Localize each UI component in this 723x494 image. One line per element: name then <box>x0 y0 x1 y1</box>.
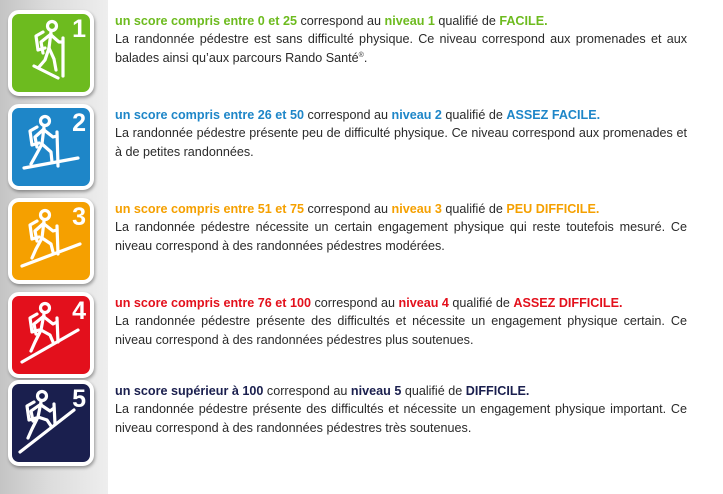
level-1-connector: correspond au <box>296 14 385 28</box>
level-3-badge <box>8 198 94 284</box>
level-4-level-label: niveau 4 <box>398 296 449 310</box>
level-2-level-label: niveau 2 <box>391 108 442 122</box>
level-4-connector: correspond au <box>311 296 399 310</box>
level-1-connector-2: qualifié de <box>434 14 500 28</box>
level-2-description: La randonnée pédestre présente peu de difficulté physique. Ce niveau correspond aux promenades et à de petites randonnées. <box>115 126 687 159</box>
level-3-text <box>115 200 687 255</box>
level-3-row <box>0 198 723 288</box>
level-5-number: 5 <box>72 385 86 413</box>
level-1-number: 1 <box>72 15 86 43</box>
level-4-headline <box>115 294 687 312</box>
level-5-text <box>115 382 687 437</box>
level-5-score-range: un score supérieur à 100 <box>115 384 264 398</box>
level-1-level-label: niveau 1 <box>384 14 435 28</box>
level-3-connector: correspond au <box>304 202 392 216</box>
level-2-text <box>115 106 687 161</box>
level-4-badge <box>8 292 94 378</box>
level-3-difficulty: PEU DIFFICILE. <box>506 202 600 216</box>
level-2-connector: correspond au <box>304 108 392 122</box>
level-1-description-text: La randonnée pédestre est sans difficulté physique. Ce niveau correspond aux promenades et aux balades ainsi qu’aux parcours Rando Santé <box>115 32 687 65</box>
level-4-row <box>0 292 723 382</box>
level-1-description <box>115 30 687 67</box>
level-3-headline <box>115 200 687 218</box>
level-2-difficulty: ASSEZ FACILE. <box>506 108 601 122</box>
level-2-score-range: un score compris entre 26 et 50 <box>115 108 304 122</box>
level-1-difficulty: FACILE. <box>499 14 548 28</box>
level-2-number: 2 <box>72 109 86 137</box>
level-5-difficulty: DIFFICILE. <box>465 384 530 398</box>
level-3-connector-2: qualifié de <box>441 202 507 216</box>
level-5-connector-2: qualifié de <box>401 384 466 398</box>
level-1-description-end: . <box>363 50 368 65</box>
level-5-badge <box>8 380 94 466</box>
level-4-description: La randonnée pédestre présente des difficultés et nécessite un engagement physique certain. Ce niveau correspond à des randonnées pédestres plus soutenues. <box>115 314 687 347</box>
level-1-score-range: un score compris entre 0 et 25 <box>115 14 297 28</box>
level-3-number: 3 <box>72 203 86 231</box>
level-5-headline <box>115 382 687 400</box>
level-4-difficulty: ASSEZ DIFFICILE. <box>513 296 623 310</box>
level-3-level-label: niveau 3 <box>391 202 442 216</box>
level-5-description: La randonnée pédestre présente des difficultés et nécessite un engagement physique important. Ce niveau correspond à des randonnées pédestres très soutenues. <box>115 402 687 435</box>
registered-mark: ® <box>358 51 364 59</box>
level-1-row <box>0 10 723 100</box>
level-4-text <box>115 294 687 349</box>
level-1-text <box>115 12 687 67</box>
level-4-number: 4 <box>72 297 86 325</box>
level-5-level-label: niveau 5 <box>350 384 402 398</box>
level-2-connector-2: qualifié de <box>441 108 507 122</box>
level-2-row <box>0 104 723 194</box>
level-5-connector: correspond au <box>263 384 351 398</box>
level-3-score-range: un score compris entre 51 et 75 <box>115 202 304 216</box>
level-4-score-range: un score compris entre 76 et 100 <box>115 296 311 310</box>
level-1-badge <box>8 10 94 96</box>
level-2-badge <box>8 104 94 190</box>
level-2-headline <box>115 106 687 124</box>
level-4-connector-2: qualifié de <box>448 296 514 310</box>
level-1-headline <box>115 12 687 30</box>
level-5-row <box>0 380 723 470</box>
level-3-description: La randonnée pédestre nécessite un certain engagement physique qui reste toutefois mesuré. Ce niveau correspond à des randonnées pédestres modérées. <box>115 220 687 253</box>
